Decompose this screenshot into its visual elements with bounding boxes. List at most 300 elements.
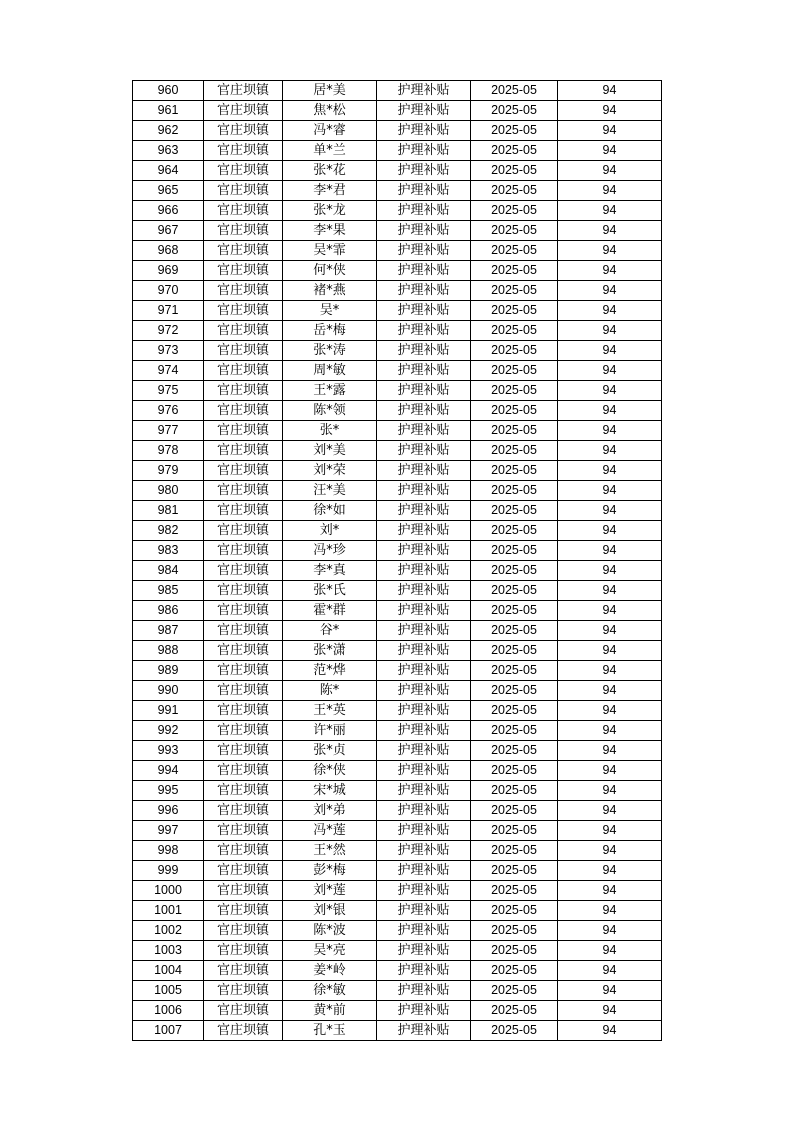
town-cell: 官庄坝镇 bbox=[204, 81, 283, 101]
table-row bbox=[133, 561, 662, 581]
recipient-name-cell: 王*然 bbox=[283, 841, 377, 861]
town-cell: 官庄坝镇 bbox=[204, 201, 283, 221]
subsidy-type-cell: 护理补贴 bbox=[377, 261, 471, 281]
table-row bbox=[133, 321, 662, 341]
recipient-name-cell: 刘*弟 bbox=[283, 801, 377, 821]
subsidy-type-cell: 护理补贴 bbox=[377, 541, 471, 561]
recipient-name-cell: 姜*岭 bbox=[283, 961, 377, 981]
amount-cell: 94 bbox=[558, 801, 662, 821]
town-cell: 官庄坝镇 bbox=[204, 221, 283, 241]
period-cell: 2025-05 bbox=[471, 641, 558, 661]
period-cell: 2025-05 bbox=[471, 881, 558, 901]
subsidy-type-cell: 护理补贴 bbox=[377, 1021, 471, 1041]
subsidy-type-cell: 护理补贴 bbox=[377, 961, 471, 981]
amount-cell: 94 bbox=[558, 941, 662, 961]
amount-cell: 94 bbox=[558, 841, 662, 861]
recipient-name-cell: 许*丽 bbox=[283, 721, 377, 741]
recipient-name-cell: 刘*美 bbox=[283, 441, 377, 461]
town-cell: 官庄坝镇 bbox=[204, 481, 283, 501]
table-row bbox=[133, 461, 662, 481]
recipient-name-cell: 吴*霏 bbox=[283, 241, 377, 261]
row-number-cell: 999 bbox=[133, 861, 204, 881]
row-number-cell: 960 bbox=[133, 81, 204, 101]
row-number-cell: 971 bbox=[133, 301, 204, 321]
subsidy-type-cell: 护理补贴 bbox=[377, 401, 471, 421]
town-cell: 官庄坝镇 bbox=[204, 781, 283, 801]
town-cell: 官庄坝镇 bbox=[204, 141, 283, 161]
period-cell: 2025-05 bbox=[471, 441, 558, 461]
subsidy-type-cell: 护理补贴 bbox=[377, 701, 471, 721]
period-cell: 2025-05 bbox=[471, 981, 558, 1001]
row-number-cell: 1007 bbox=[133, 1021, 204, 1041]
town-cell: 官庄坝镇 bbox=[204, 601, 283, 621]
recipient-name-cell: 冯*莲 bbox=[283, 821, 377, 841]
recipient-name-cell: 吴*亮 bbox=[283, 941, 377, 961]
table-row bbox=[133, 361, 662, 381]
period-cell: 2025-05 bbox=[471, 601, 558, 621]
amount-cell: 94 bbox=[558, 581, 662, 601]
table-row bbox=[133, 141, 662, 161]
period-cell: 2025-05 bbox=[471, 261, 558, 281]
amount-cell: 94 bbox=[558, 281, 662, 301]
town-cell: 官庄坝镇 bbox=[204, 241, 283, 261]
row-number-cell: 994 bbox=[133, 761, 204, 781]
subsidy-type-cell: 护理补贴 bbox=[377, 241, 471, 261]
row-number-cell: 969 bbox=[133, 261, 204, 281]
amount-cell: 94 bbox=[558, 401, 662, 421]
recipient-name-cell: 徐*敏 bbox=[283, 981, 377, 1001]
period-cell: 2025-05 bbox=[471, 681, 558, 701]
table-row bbox=[133, 221, 662, 241]
amount-cell: 94 bbox=[558, 721, 662, 741]
amount-cell: 94 bbox=[558, 761, 662, 781]
row-number-cell: 989 bbox=[133, 661, 204, 681]
table-row bbox=[133, 821, 662, 841]
subsidy-type-cell: 护理补贴 bbox=[377, 221, 471, 241]
subsidy-type-cell: 护理补贴 bbox=[377, 581, 471, 601]
subsidy-type-cell: 护理补贴 bbox=[377, 101, 471, 121]
period-cell: 2025-05 bbox=[471, 101, 558, 121]
table-row bbox=[133, 381, 662, 401]
period-cell: 2025-05 bbox=[471, 241, 558, 261]
subsidy-type-cell: 护理补贴 bbox=[377, 801, 471, 821]
amount-cell: 94 bbox=[558, 621, 662, 641]
table-row bbox=[133, 861, 662, 881]
town-cell: 官庄坝镇 bbox=[204, 941, 283, 961]
recipient-name-cell: 陈*领 bbox=[283, 401, 377, 421]
table-row bbox=[133, 1001, 662, 1021]
period-cell: 2025-05 bbox=[471, 361, 558, 381]
recipient-name-cell: 李*君 bbox=[283, 181, 377, 201]
table-row bbox=[133, 501, 662, 521]
period-cell: 2025-05 bbox=[471, 141, 558, 161]
amount-cell: 94 bbox=[558, 261, 662, 281]
recipient-name-cell: 陈*波 bbox=[283, 921, 377, 941]
table-row bbox=[133, 841, 662, 861]
town-cell: 官庄坝镇 bbox=[204, 161, 283, 181]
table-row bbox=[133, 581, 662, 601]
period-cell: 2025-05 bbox=[471, 461, 558, 481]
table-row bbox=[133, 521, 662, 541]
recipient-name-cell: 李*真 bbox=[283, 561, 377, 581]
period-cell: 2025-05 bbox=[471, 1001, 558, 1021]
amount-cell: 94 bbox=[558, 381, 662, 401]
row-number-cell: 991 bbox=[133, 701, 204, 721]
town-cell: 官庄坝镇 bbox=[204, 741, 283, 761]
row-number-cell: 965 bbox=[133, 181, 204, 201]
subsidy-type-cell: 护理补贴 bbox=[377, 741, 471, 761]
subsidy-type-cell: 护理补贴 bbox=[377, 621, 471, 641]
town-cell: 官庄坝镇 bbox=[204, 661, 283, 681]
town-cell: 官庄坝镇 bbox=[204, 701, 283, 721]
subsidy-type-cell: 护理补贴 bbox=[377, 441, 471, 461]
table-row bbox=[133, 661, 662, 681]
amount-cell: 94 bbox=[558, 481, 662, 501]
row-number-cell: 970 bbox=[133, 281, 204, 301]
recipient-name-cell: 周*敏 bbox=[283, 361, 377, 381]
table-row bbox=[133, 201, 662, 221]
table-row bbox=[133, 781, 662, 801]
row-number-cell: 963 bbox=[133, 141, 204, 161]
table-row bbox=[133, 421, 662, 441]
amount-cell: 94 bbox=[558, 221, 662, 241]
row-number-cell: 990 bbox=[133, 681, 204, 701]
row-number-cell: 961 bbox=[133, 101, 204, 121]
period-cell: 2025-05 bbox=[471, 481, 558, 501]
period-cell: 2025-05 bbox=[471, 201, 558, 221]
subsidy-type-cell: 护理补贴 bbox=[377, 301, 471, 321]
recipient-name-cell: 刘*荣 bbox=[283, 461, 377, 481]
table-row bbox=[133, 481, 662, 501]
table-row bbox=[133, 641, 662, 661]
period-cell: 2025-05 bbox=[471, 301, 558, 321]
recipient-name-cell: 刘*银 bbox=[283, 901, 377, 921]
recipient-name-cell: 褚*燕 bbox=[283, 281, 377, 301]
subsidy-type-cell: 护理补贴 bbox=[377, 901, 471, 921]
amount-cell: 94 bbox=[558, 901, 662, 921]
recipient-name-cell: 张*贞 bbox=[283, 741, 377, 761]
town-cell: 官庄坝镇 bbox=[204, 281, 283, 301]
table-row bbox=[133, 881, 662, 901]
row-number-cell: 980 bbox=[133, 481, 204, 501]
row-number-cell: 1002 bbox=[133, 921, 204, 941]
table-row bbox=[133, 981, 662, 1001]
row-number-cell: 962 bbox=[133, 121, 204, 141]
subsidy-type-cell: 护理补贴 bbox=[377, 321, 471, 341]
table-row bbox=[133, 921, 662, 941]
subsidy-type-cell: 护理补贴 bbox=[377, 761, 471, 781]
town-cell: 官庄坝镇 bbox=[204, 541, 283, 561]
row-number-cell: 979 bbox=[133, 461, 204, 481]
period-cell: 2025-05 bbox=[471, 661, 558, 681]
table-row bbox=[133, 1021, 662, 1041]
table-row bbox=[133, 541, 662, 561]
period-cell: 2025-05 bbox=[471, 941, 558, 961]
period-cell: 2025-05 bbox=[471, 321, 558, 341]
recipient-name-cell: 张*潇 bbox=[283, 641, 377, 661]
subsidy-type-cell: 护理补贴 bbox=[377, 821, 471, 841]
table-row bbox=[133, 701, 662, 721]
subsidy-type-cell: 护理补贴 bbox=[377, 781, 471, 801]
table-row bbox=[133, 601, 662, 621]
row-number-cell: 975 bbox=[133, 381, 204, 401]
town-cell: 官庄坝镇 bbox=[204, 341, 283, 361]
row-number-cell: 1005 bbox=[133, 981, 204, 1001]
period-cell: 2025-05 bbox=[471, 521, 558, 541]
subsidy-type-cell: 护理补贴 bbox=[377, 921, 471, 941]
period-cell: 2025-05 bbox=[471, 901, 558, 921]
subsidy-type-cell: 护理补贴 bbox=[377, 141, 471, 161]
recipient-name-cell: 张*龙 bbox=[283, 201, 377, 221]
table-row bbox=[133, 181, 662, 201]
amount-cell: 94 bbox=[558, 541, 662, 561]
row-number-cell: 996 bbox=[133, 801, 204, 821]
period-cell: 2025-05 bbox=[471, 821, 558, 841]
period-cell: 2025-05 bbox=[471, 581, 558, 601]
period-cell: 2025-05 bbox=[471, 381, 558, 401]
subsidy-type-cell: 护理补贴 bbox=[377, 281, 471, 301]
recipient-name-cell: 彭*梅 bbox=[283, 861, 377, 881]
period-cell: 2025-05 bbox=[471, 401, 558, 421]
row-number-cell: 997 bbox=[133, 821, 204, 841]
subsidy-type-cell: 护理补贴 bbox=[377, 941, 471, 961]
town-cell: 官庄坝镇 bbox=[204, 501, 283, 521]
table-row bbox=[133, 961, 662, 981]
period-cell: 2025-05 bbox=[471, 341, 558, 361]
table-row bbox=[133, 161, 662, 181]
recipient-name-cell: 张*涛 bbox=[283, 341, 377, 361]
recipient-name-cell: 何*侠 bbox=[283, 261, 377, 281]
table-row bbox=[133, 401, 662, 421]
amount-cell: 94 bbox=[558, 641, 662, 661]
town-cell: 官庄坝镇 bbox=[204, 121, 283, 141]
period-cell: 2025-05 bbox=[471, 721, 558, 741]
subsidy-type-cell: 护理补贴 bbox=[377, 661, 471, 681]
recipient-name-cell: 单*兰 bbox=[283, 141, 377, 161]
subsidy-type-cell: 护理补贴 bbox=[377, 561, 471, 581]
period-cell: 2025-05 bbox=[471, 121, 558, 141]
period-cell: 2025-05 bbox=[471, 761, 558, 781]
town-cell: 官庄坝镇 bbox=[204, 801, 283, 821]
amount-cell: 94 bbox=[558, 781, 662, 801]
period-cell: 2025-05 bbox=[471, 221, 558, 241]
subsidy-type-cell: 护理补贴 bbox=[377, 421, 471, 441]
subsidy-type-cell: 护理补贴 bbox=[377, 361, 471, 381]
amount-cell: 94 bbox=[558, 921, 662, 941]
row-number-cell: 978 bbox=[133, 441, 204, 461]
amount-cell: 94 bbox=[558, 601, 662, 621]
amount-cell: 94 bbox=[558, 321, 662, 341]
row-number-cell: 1001 bbox=[133, 901, 204, 921]
period-cell: 2025-05 bbox=[471, 961, 558, 981]
period-cell: 2025-05 bbox=[471, 781, 558, 801]
recipient-name-cell: 张*氏 bbox=[283, 581, 377, 601]
town-cell: 官庄坝镇 bbox=[204, 261, 283, 281]
period-cell: 2025-05 bbox=[471, 801, 558, 821]
subsidy-type-cell: 护理补贴 bbox=[377, 1001, 471, 1021]
recipient-name-cell: 刘*莲 bbox=[283, 881, 377, 901]
subsidy-type-cell: 护理补贴 bbox=[377, 481, 471, 501]
town-cell: 官庄坝镇 bbox=[204, 561, 283, 581]
period-cell: 2025-05 bbox=[471, 81, 558, 101]
row-number-cell: 998 bbox=[133, 841, 204, 861]
table-row bbox=[133, 101, 662, 121]
amount-cell: 94 bbox=[558, 341, 662, 361]
town-cell: 官庄坝镇 bbox=[204, 861, 283, 881]
town-cell: 官庄坝镇 bbox=[204, 921, 283, 941]
town-cell: 官庄坝镇 bbox=[204, 101, 283, 121]
amount-cell: 94 bbox=[558, 1021, 662, 1041]
period-cell: 2025-05 bbox=[471, 541, 558, 561]
amount-cell: 94 bbox=[558, 961, 662, 981]
amount-cell: 94 bbox=[558, 181, 662, 201]
recipient-name-cell: 冯*珍 bbox=[283, 541, 377, 561]
town-cell: 官庄坝镇 bbox=[204, 461, 283, 481]
period-cell: 2025-05 bbox=[471, 161, 558, 181]
town-cell: 官庄坝镇 bbox=[204, 421, 283, 441]
subsidy-type-cell: 护理补贴 bbox=[377, 181, 471, 201]
row-number-cell: 987 bbox=[133, 621, 204, 641]
row-number-cell: 1004 bbox=[133, 961, 204, 981]
town-cell: 官庄坝镇 bbox=[204, 901, 283, 921]
recipient-name-cell: 王*英 bbox=[283, 701, 377, 721]
row-number-cell: 976 bbox=[133, 401, 204, 421]
period-cell: 2025-05 bbox=[471, 421, 558, 441]
town-cell: 官庄坝镇 bbox=[204, 521, 283, 541]
subsidy-type-cell: 护理补贴 bbox=[377, 861, 471, 881]
row-number-cell: 973 bbox=[133, 341, 204, 361]
table-row bbox=[133, 241, 662, 261]
period-cell: 2025-05 bbox=[471, 921, 558, 941]
row-number-cell: 974 bbox=[133, 361, 204, 381]
recipient-name-cell: 黄*前 bbox=[283, 1001, 377, 1021]
period-cell: 2025-05 bbox=[471, 501, 558, 521]
row-number-cell: 972 bbox=[133, 321, 204, 341]
recipient-name-cell: 徐*侠 bbox=[283, 761, 377, 781]
town-cell: 官庄坝镇 bbox=[204, 301, 283, 321]
period-cell: 2025-05 bbox=[471, 841, 558, 861]
period-cell: 2025-05 bbox=[471, 741, 558, 761]
row-number-cell: 982 bbox=[133, 521, 204, 541]
table-row bbox=[133, 81, 662, 101]
recipient-name-cell: 陈* bbox=[283, 681, 377, 701]
amount-cell: 94 bbox=[558, 421, 662, 441]
subsidy-type-cell: 护理补贴 bbox=[377, 341, 471, 361]
period-cell: 2025-05 bbox=[471, 181, 558, 201]
row-number-cell: 983 bbox=[133, 541, 204, 561]
table-row bbox=[133, 901, 662, 921]
row-number-cell: 1006 bbox=[133, 1001, 204, 1021]
amount-cell: 94 bbox=[558, 661, 662, 681]
recipient-name-cell: 冯*睿 bbox=[283, 121, 377, 141]
subsidy-table bbox=[132, 80, 662, 1041]
row-number-cell: 992 bbox=[133, 721, 204, 741]
table-row bbox=[133, 281, 662, 301]
recipient-name-cell: 刘* bbox=[283, 521, 377, 541]
table-row bbox=[133, 301, 662, 321]
town-cell: 官庄坝镇 bbox=[204, 1001, 283, 1021]
recipient-name-cell: 王*露 bbox=[283, 381, 377, 401]
amount-cell: 94 bbox=[558, 441, 662, 461]
table-row bbox=[133, 801, 662, 821]
town-cell: 官庄坝镇 bbox=[204, 441, 283, 461]
amount-cell: 94 bbox=[558, 101, 662, 121]
row-number-cell: 995 bbox=[133, 781, 204, 801]
row-number-cell: 985 bbox=[133, 581, 204, 601]
amount-cell: 94 bbox=[558, 161, 662, 181]
subsidy-type-cell: 护理补贴 bbox=[377, 721, 471, 741]
table-row bbox=[133, 941, 662, 961]
recipient-name-cell: 岳*梅 bbox=[283, 321, 377, 341]
amount-cell: 94 bbox=[558, 821, 662, 841]
table-row bbox=[133, 761, 662, 781]
row-number-cell: 993 bbox=[133, 741, 204, 761]
row-number-cell: 964 bbox=[133, 161, 204, 181]
town-cell: 官庄坝镇 bbox=[204, 961, 283, 981]
subsidy-type-cell: 护理补贴 bbox=[377, 981, 471, 1001]
town-cell: 官庄坝镇 bbox=[204, 181, 283, 201]
row-number-cell: 1000 bbox=[133, 881, 204, 901]
town-cell: 官庄坝镇 bbox=[204, 641, 283, 661]
subsidy-type-cell: 护理补贴 bbox=[377, 161, 471, 181]
town-cell: 官庄坝镇 bbox=[204, 821, 283, 841]
amount-cell: 94 bbox=[558, 301, 662, 321]
recipient-name-cell: 谷* bbox=[283, 621, 377, 641]
subsidy-type-cell: 护理补贴 bbox=[377, 601, 471, 621]
amount-cell: 94 bbox=[558, 701, 662, 721]
town-cell: 官庄坝镇 bbox=[204, 841, 283, 861]
town-cell: 官庄坝镇 bbox=[204, 621, 283, 641]
table-row bbox=[133, 621, 662, 641]
subsidy-type-cell: 护理补贴 bbox=[377, 121, 471, 141]
subsidy-type-cell: 护理补贴 bbox=[377, 681, 471, 701]
table-row bbox=[133, 441, 662, 461]
period-cell: 2025-05 bbox=[471, 701, 558, 721]
town-cell: 官庄坝镇 bbox=[204, 1021, 283, 1041]
amount-cell: 94 bbox=[558, 501, 662, 521]
amount-cell: 94 bbox=[558, 521, 662, 541]
subsidy-type-cell: 护理补贴 bbox=[377, 881, 471, 901]
subsidy-type-cell: 护理补贴 bbox=[377, 461, 471, 481]
recipient-name-cell: 孔*玉 bbox=[283, 1021, 377, 1041]
period-cell: 2025-05 bbox=[471, 561, 558, 581]
row-number-cell: 984 bbox=[133, 561, 204, 581]
amount-cell: 94 bbox=[558, 881, 662, 901]
town-cell: 官庄坝镇 bbox=[204, 981, 283, 1001]
table-row bbox=[133, 261, 662, 281]
town-cell: 官庄坝镇 bbox=[204, 721, 283, 741]
amount-cell: 94 bbox=[558, 201, 662, 221]
period-cell: 2025-05 bbox=[471, 621, 558, 641]
row-number-cell: 981 bbox=[133, 501, 204, 521]
subsidy-type-cell: 护理补贴 bbox=[377, 641, 471, 661]
town-cell: 官庄坝镇 bbox=[204, 681, 283, 701]
amount-cell: 94 bbox=[558, 1001, 662, 1021]
town-cell: 官庄坝镇 bbox=[204, 361, 283, 381]
row-number-cell: 968 bbox=[133, 241, 204, 261]
amount-cell: 94 bbox=[558, 141, 662, 161]
table-row bbox=[133, 341, 662, 361]
subsidy-type-cell: 护理补贴 bbox=[377, 381, 471, 401]
amount-cell: 94 bbox=[558, 461, 662, 481]
period-cell: 2025-05 bbox=[471, 1021, 558, 1041]
row-number-cell: 966 bbox=[133, 201, 204, 221]
amount-cell: 94 bbox=[558, 81, 662, 101]
subsidy-type-cell: 护理补贴 bbox=[377, 841, 471, 861]
row-number-cell: 967 bbox=[133, 221, 204, 241]
recipient-name-cell: 霍*群 bbox=[283, 601, 377, 621]
amount-cell: 94 bbox=[558, 561, 662, 581]
